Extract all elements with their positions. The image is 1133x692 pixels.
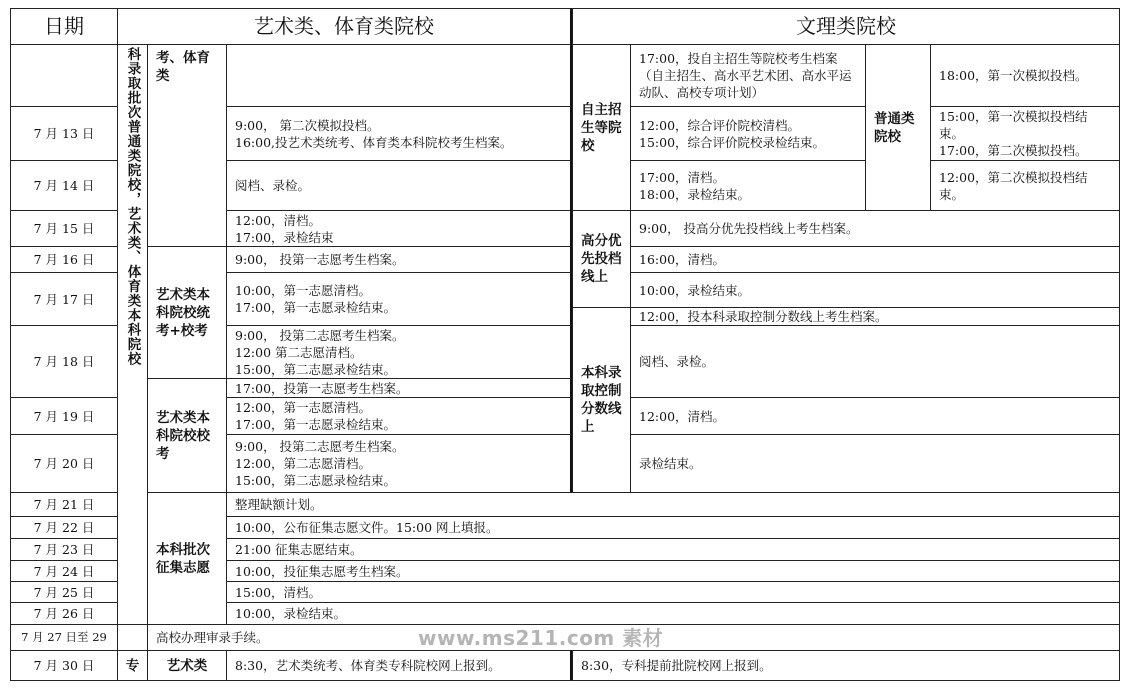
date-cell: 7 月 14 日: [10, 160, 118, 211]
category-label-supplementary: 本科批次征集志愿: [147, 492, 227, 625]
date-cell: 7 月 22 日: [10, 516, 118, 539]
batch-label: 科录取批次普通类院校，艺术类、体育类本科院校: [117, 44, 148, 625]
schedule-line: 12:00，清档。: [235, 212, 322, 228]
date-cell: 7 月 30 日: [10, 650, 118, 681]
header-date: 日期: [10, 8, 118, 45]
schedule-line: 15:00，第一次模拟投档结束。: [939, 109, 1088, 141]
schedule-line: 10:00，第一志愿清档。: [235, 283, 372, 298]
category-label-arts-school: 艺术类本科院校校考: [147, 378, 227, 493]
schedule-line: 9:00， 投第一志愿考生档案。: [235, 252, 405, 267]
schedule-line: 9:00， 投第二志愿考生档案。: [235, 327, 405, 343]
date-cell: 7 月 18 日: [10, 325, 118, 398]
arts-cell-0718: [226, 325, 573, 379]
schedule-line: 12:00，第二次模拟投档结束。: [939, 169, 1088, 202]
schedule-line: 12:00，第一志愿清档。: [235, 400, 372, 415]
science-cell-undergrad-0720: 录检结束。: [630, 434, 1120, 493]
watermark-text: www.ms211.com 素材: [418, 626, 664, 650]
schedule-line: 18:00，录检结束。: [639, 186, 751, 202]
date-cell: 7 月 17 日: [10, 272, 118, 326]
science-cell-regular-0713: [930, 106, 1120, 161]
arts-cell-0719: [226, 397, 573, 435]
schedule-line: 17:00，投自主招生等院校考生档案（自主招生、高水平艺术团、高水平运动队、高校专项计划）: [639, 51, 852, 100]
schedule-line: 15:00，第二志愿录检结束。: [235, 473, 397, 488]
date-cell: 7 月 23 日: [10, 538, 118, 561]
date-cell: 7 月 26 日: [10, 602, 118, 625]
schedule-line: 17:00，投第一志愿考生档案。: [235, 380, 409, 396]
science-cell-high-score-0717: 10:00，录检结束。: [630, 272, 1120, 308]
schedule-line: 17:00，第一志愿录检结束。: [235, 300, 397, 315]
schedule-row-0726: 10:00，录检结束。: [226, 602, 1120, 625]
admission-schedule-table: [10, 8, 1120, 688]
category-label-arts-unified: 艺术类本科院校统考+校考: [147, 246, 227, 379]
schedule-line: 12:00，综合评价院校清档。: [639, 117, 801, 133]
arts-cell-0713: [226, 106, 573, 161]
science-cell-independent-0712: [630, 44, 866, 107]
date-cell: 7 月 16 日: [10, 246, 118, 273]
schedule-line: 17:00，第一志愿录检结束。: [235, 417, 397, 432]
schedule-line: 15:00，综合评价院校录检结束。: [639, 134, 826, 150]
date-cell: 7 月 13 日: [10, 106, 118, 161]
schedule-row-0721: 整理缺额计划。: [226, 492, 1120, 517]
science-cell-regular-0714: [930, 160, 1120, 211]
prefix-zhuan: 专: [117, 650, 148, 681]
schedule-line: 15:00，第二志愿录检结束。: [235, 361, 397, 377]
category-label-regular: 普通类院校: [865, 44, 931, 211]
schedule-line: 16:00,投艺术类统考、体育类本科院校考生档案。: [235, 134, 513, 150]
science-row-0730: 8:30，专科提前批院校网上报到。: [572, 650, 1120, 681]
science-cell-undergrad-0717: 12:00，投本科录取控制分数线上考生档案。: [630, 307, 1120, 326]
arts-cell-0716: [226, 246, 573, 273]
schedule-line: 阅档、录检。: [235, 178, 311, 193]
schedule-line: 17:00，录检结束: [235, 229, 334, 245]
science-cell-high-score-0715: 9:00， 投高分优先投档线上考生档案。: [630, 210, 1120, 247]
schedule-line: 12:00 第二志愿清档。: [235, 344, 363, 360]
category-label-sports: 考、体育类: [147, 44, 227, 247]
date-cell: 7 月 20 日: [10, 434, 118, 493]
category-label-undergrad-line: 本科录取控制分数线上: [572, 307, 631, 493]
science-cell-high-score-0716: 16:00，清档。: [630, 246, 1120, 273]
schedule-line: 17:00，清档。: [639, 169, 726, 185]
schedule-row-0727-29: 高校办理审录手续。: [147, 624, 1120, 651]
header-arts-sports: 艺术类、体育类院校: [117, 8, 573, 45]
arts-cell-0718-evening: [226, 378, 573, 398]
schedule-line: 12:00，第二志愿清档。: [235, 456, 372, 471]
science-cell-regular-0712: [930, 44, 1120, 107]
arts-cell-0720: [226, 434, 573, 493]
category-label-arts: 艺术类: [147, 650, 227, 681]
science-cell-undergrad-0719: 12:00，清档。: [630, 397, 1120, 435]
header-science-liberal: 文理类院校: [572, 8, 1120, 45]
category-label-high-score: 高分优先投档线上: [572, 210, 631, 308]
date-cell: 7 月 27 日至 29: [10, 624, 118, 651]
arts-cell-0714: [226, 160, 573, 211]
schedule-line: 17:00，第二次模拟投档。: [939, 143, 1088, 158]
arts-cell-0715: [226, 210, 573, 247]
schedule-line: 9:00， 第二次模拟投档。: [235, 117, 380, 133]
schedule-row-0723: 21:00 征集志愿结束。: [226, 538, 1120, 561]
schedule-line: 18:00，第一次模拟投档。: [939, 68, 1088, 83]
category-label-independent: 自主招生等院校: [572, 44, 631, 211]
science-cell-independent-0714: [630, 160, 866, 211]
science-cell-undergrad-0718: 阅档、录检。: [630, 325, 1120, 398]
science-cell-independent-0713: [630, 106, 866, 161]
date-cell: 7 月 19 日: [10, 397, 118, 435]
schedule-line: 9:00， 投第二志愿考生档案。: [235, 439, 405, 454]
date-cell: 7 月 24 日: [10, 560, 118, 582]
date-cell-blank: [10, 44, 118, 107]
arts-row-0730: 8:30，艺术类统考、体育类专科院校网上报到。: [226, 650, 573, 681]
arts-cell-0717: [226, 272, 573, 326]
schedule-row-0722: 10:00，公布征集志愿文件。15:00 网上填报。: [226, 516, 1120, 539]
arts-cell-blank: [226, 44, 573, 107]
date-cell: 7 月 15 日: [10, 210, 118, 247]
date-cell: 7 月 21 日: [10, 492, 118, 517]
schedule-row-0724: 10:00，投征集志愿考生档案。: [226, 560, 1120, 582]
schedule-row-0725: 15:00，清档。: [226, 581, 1120, 603]
date-cell: 7 月 25 日: [10, 581, 118, 603]
